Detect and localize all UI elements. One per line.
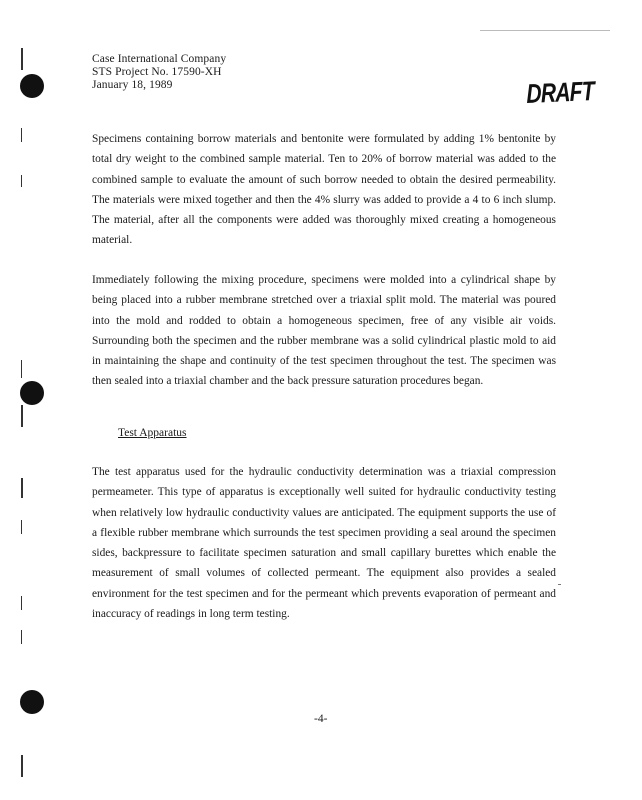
company-name: Case International Company <box>92 53 227 65</box>
scan-speck <box>558 584 561 585</box>
scan-edge-mark <box>21 520 22 534</box>
scan-speck <box>480 30 610 31</box>
paragraph-specimen-formulation: Specimens containing borrow materials and bentonite were formulated by adding 1% bentonite by total dry weight to the combined sample material. Ten to 20% of borrow material was added to the combined sample to evaluate the amount of such borrow needed to obtain the desired permeability. The materials were mixed together and then the 4% slurry was added to provide a 4 to 6 inch slump. The material, after all the components were added was thoroughly mixed creating a homogeneous material. <box>92 133 556 247</box>
scan-edge-mark <box>21 175 22 187</box>
scan-edge-mark <box>21 630 22 644</box>
binder-hole-middle <box>20 381 44 405</box>
draft-stamp: DRAFT <box>526 75 595 109</box>
binder-hole-top <box>20 74 44 98</box>
scan-edge-mark <box>21 128 22 142</box>
page-number: -4- <box>314 713 328 725</box>
scan-edge-mark <box>21 48 23 70</box>
paragraph-specimen-molding: Immediately following the mixing procedure, specimens were molded into a cylindrical shape by being placed into a rubber membrane stretched over a triaxial split mold. The material was poured into the mold and rodded to obtain a homogeneous specimen, free of any visible air voids. Surrounding both the specimen and the rubber membrane was a solid cylindrical plastic mold to aid in maintaining the shape and continuity of the test specimen throughout the test. The specimen was then sealed into a triaxial chamber and the back pressure saturation procedures began. <box>92 274 556 388</box>
scan-edge-mark <box>21 755 23 777</box>
binder-hole-bottom <box>20 690 44 714</box>
paragraph-test-apparatus: The test apparatus used for the hydraulic conductivity determination was a triaxial compression permeameter. This type of apparatus is exceptionally well suited for hydraulic conductivity testing when relatively low hydraulic conductivity values are anticipated. The equipment supports the use of a flexible rubber membrane which surrounds the test specimen providing a seal around the specimen sides, backpressure to facilitate specimen saturation and small capillary burettes which enable the measurement of small volumes of collected permeant. The equipment also provides a sealed environment for the test specimen and for the permeant which prevents evaporation of permeant and inaccuracy of readings in long term testing. <box>92 466 556 621</box>
scan-edge-mark <box>21 478 23 498</box>
section-heading-test-apparatus: Test Apparatus <box>118 427 187 439</box>
scan-edge-mark <box>21 360 22 378</box>
scan-edge-mark <box>21 596 22 610</box>
document-date: January 18, 1989 <box>92 79 173 91</box>
project-number: STS Project No. 17590-XH <box>92 66 222 78</box>
scan-edge-mark <box>21 405 23 427</box>
letterhead <box>92 53 226 92</box>
